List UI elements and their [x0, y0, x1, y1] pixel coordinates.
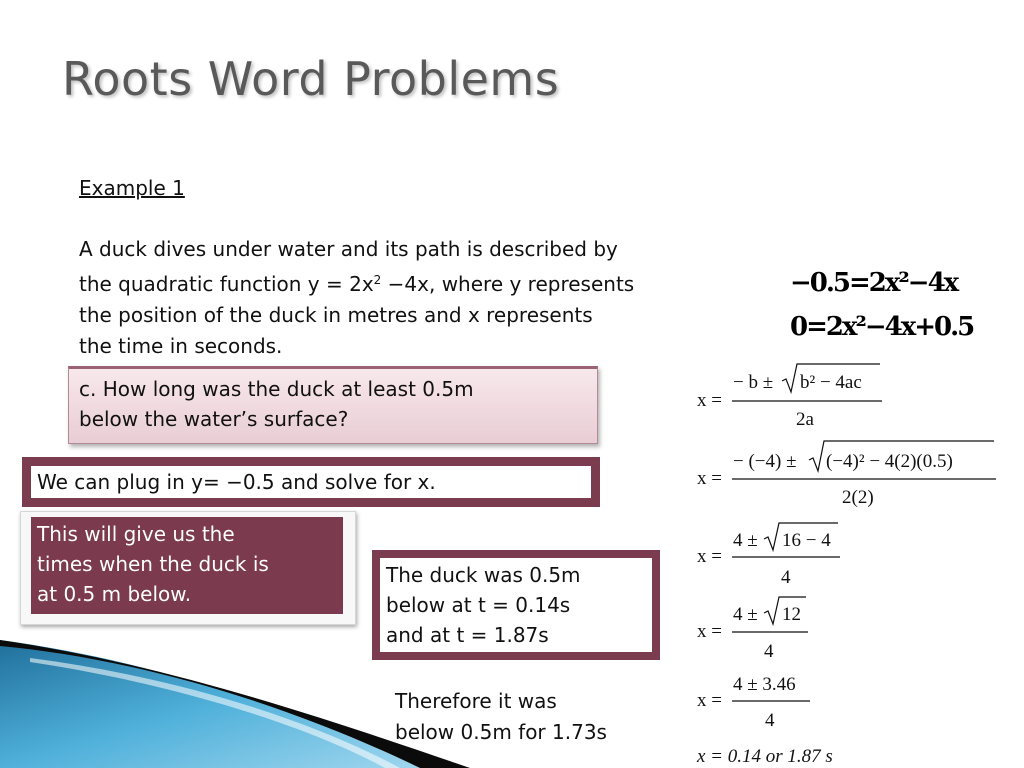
problem-line: the time in seconds.	[79, 334, 283, 358]
numerator: 4 ± 3.46	[733, 674, 796, 695]
decorative-swoosh	[0, 640, 760, 768]
numerator-term: 4 ±	[733, 530, 758, 551]
final-answer: x = 0.14 or 1.87 s	[697, 746, 833, 767]
question-line: below the water’s surface?	[79, 407, 349, 431]
exponent: 2	[373, 273, 382, 287]
problem-line: A duck dives under water and its path is described by	[79, 237, 618, 261]
explanation-line: at 0.5 m below.	[37, 582, 192, 606]
x-equals: x =	[697, 468, 722, 489]
x-equals: x =	[697, 390, 722, 411]
question-line: c. How long was the duck at least 0.5m	[79, 377, 474, 401]
radicand: 12	[782, 604, 801, 625]
page-title: Roots Word Problems	[62, 52, 560, 106]
numerator-term: 4 ±	[733, 604, 758, 625]
equation-2: 0=2x²−4x+0.5	[790, 312, 974, 342]
x-equals: x =	[697, 546, 722, 567]
explanation-line: This will give us the	[37, 522, 235, 546]
radicand: b² − 4ac	[800, 372, 862, 393]
explanation-line: times when the duck is	[37, 552, 269, 576]
numerator-term: − b ±	[733, 372, 774, 393]
denominator: 4	[781, 567, 791, 588]
answer-line: below at t = 0.14s	[386, 593, 571, 617]
x-equals: x =	[697, 690, 722, 711]
plug-in-box: We can plug in y= −0.5 and solve for x.	[22, 457, 600, 507]
problem-text: the quadratic function y = 2x	[79, 272, 374, 296]
problem-line: the position of the duck in metres and x represents	[79, 303, 593, 327]
numerator-term: − (−4) ±	[733, 451, 797, 472]
conclusion-line: Therefore it was	[395, 689, 557, 713]
problem-text: −4x, where y represents	[381, 272, 635, 296]
denominator: 2(2)	[842, 487, 874, 508]
radicand: (−4)² − 4(2)(0.5)	[826, 451, 953, 472]
answer-line: and at t = 1.87s	[386, 623, 549, 647]
equation-1: −0.5=2x²−4x	[790, 268, 958, 298]
example-heading: Example 1	[79, 176, 185, 200]
x-equals: x =	[697, 621, 722, 642]
radicand: 16 − 4	[782, 530, 831, 551]
answer-line: The duck was 0.5m	[386, 563, 581, 587]
denominator: 4	[764, 641, 774, 662]
denominator: 4	[765, 710, 775, 731]
denominator: 2a	[796, 409, 814, 430]
conclusion-line: below 0.5m for 1.73s	[395, 720, 607, 744]
